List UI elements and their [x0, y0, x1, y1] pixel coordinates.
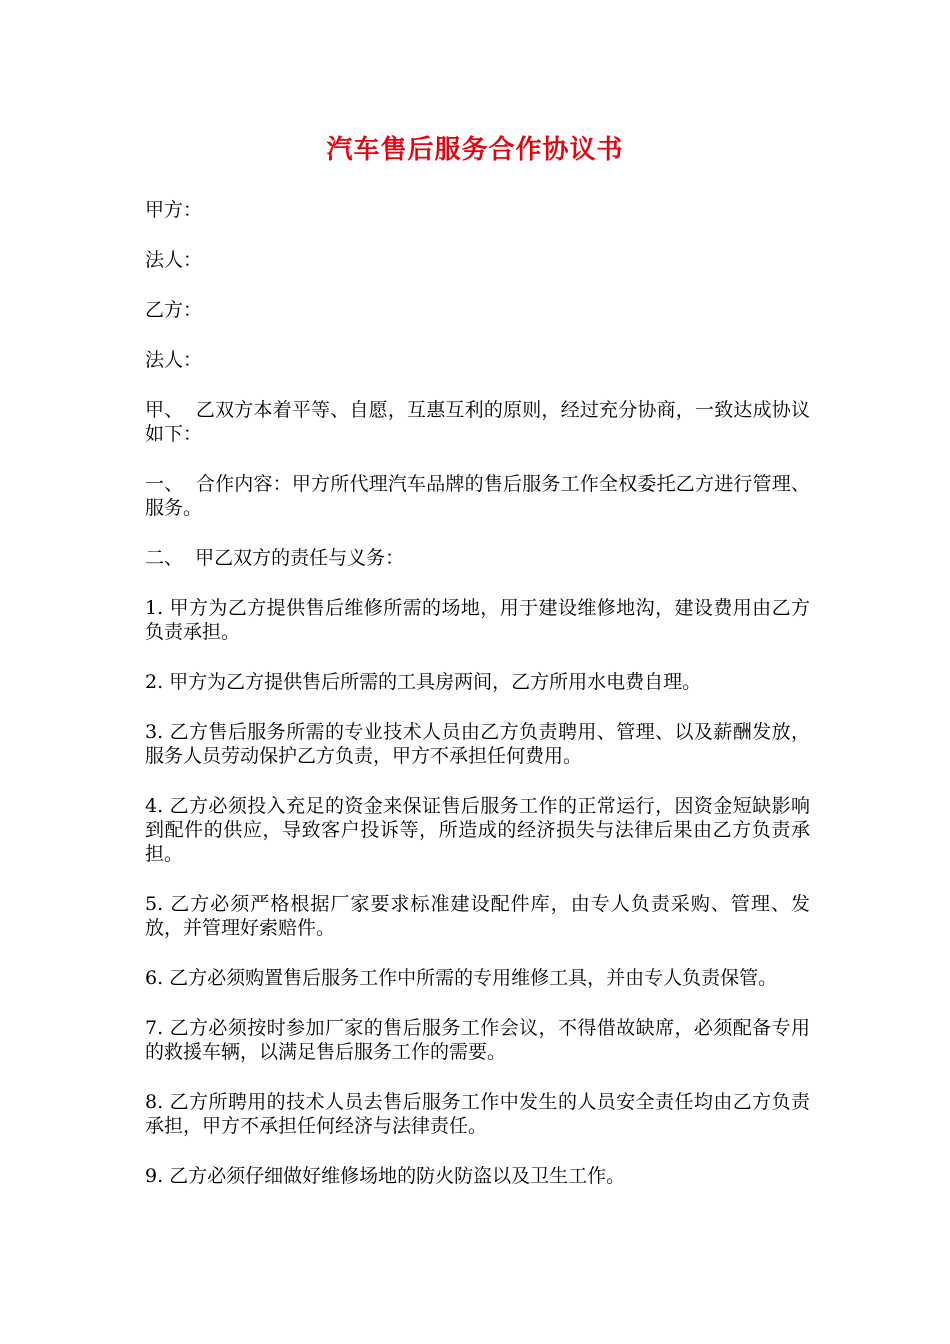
party-a-legal-rep-label: 法人： [145, 249, 203, 271]
preamble-paragraph: 甲、 乙双方本着平等、自愿，互惠互利的原则，经过充分协商，一致达成协议如下： [145, 399, 810, 445]
clause-2: 2. 甲方为乙方提供售后所需的工具房两间，乙方所用水电费自理。 [145, 671, 702, 693]
section-2-heading: 二、 甲乙双方的责任与义务： [145, 547, 405, 569]
party-b-label: 乙方： [145, 299, 203, 321]
document-body [145, 198, 810, 1214]
clause-9: 9. 乙方必须仔细做好维修场地的防火防盗以及卫生工作。 [145, 1165, 626, 1187]
section-1-cooperation-content: 一、 合作内容：甲方所代理汽车品牌的售后服务工作全权委托乙方进行管理、服务。 [145, 473, 810, 519]
clause-4: 4. 乙方必须投入充足的资金来保证售后服务工作的正常运行，因资金短缺影响到配件的供应，导致客户投诉等，所造成的经济损失与法律后果由乙方负责承担。 [145, 795, 810, 865]
clause-5: 5. 乙方必须严格根据厂家要求标准建设配件库，由专人负责采购、管理、发放，并管理好索赔件。 [145, 893, 810, 939]
clause-6: 6. 乙方必须购置售后服务工作中所需的专用维修工具，并由专人负责保管。 [145, 967, 778, 989]
party-b-legal-rep-label: 法人： [145, 349, 203, 371]
clause-8: 8. 乙方所聘用的技术人员去售后服务工作中发生的人员安全责任均由乙方负责承担，甲方不承担任何经济与法律责任。 [145, 1091, 810, 1137]
clause-1: 1. 甲方为乙方提供售后维修所需的场地，用于建设维修地沟，建设费用由乙方负责承担。 [145, 597, 810, 643]
party-a-label: 甲方： [145, 199, 203, 221]
clause-7: 7. 乙方必须按时参加厂家的售后服务工作会议，不得借故缺席，必须配备专用的救援车辆，以满足售后服务工作的需要。 [145, 1017, 810, 1063]
document-title: 汽车售后服务合作协议书 [326, 135, 624, 165]
clause-3: 3. 乙方售后服务所需的专业技术人员由乙方负责聘用、管理、以及薪酬发放，服务人员劳动保护乙方负责，甲方不承担任何费用。 [145, 721, 810, 767]
